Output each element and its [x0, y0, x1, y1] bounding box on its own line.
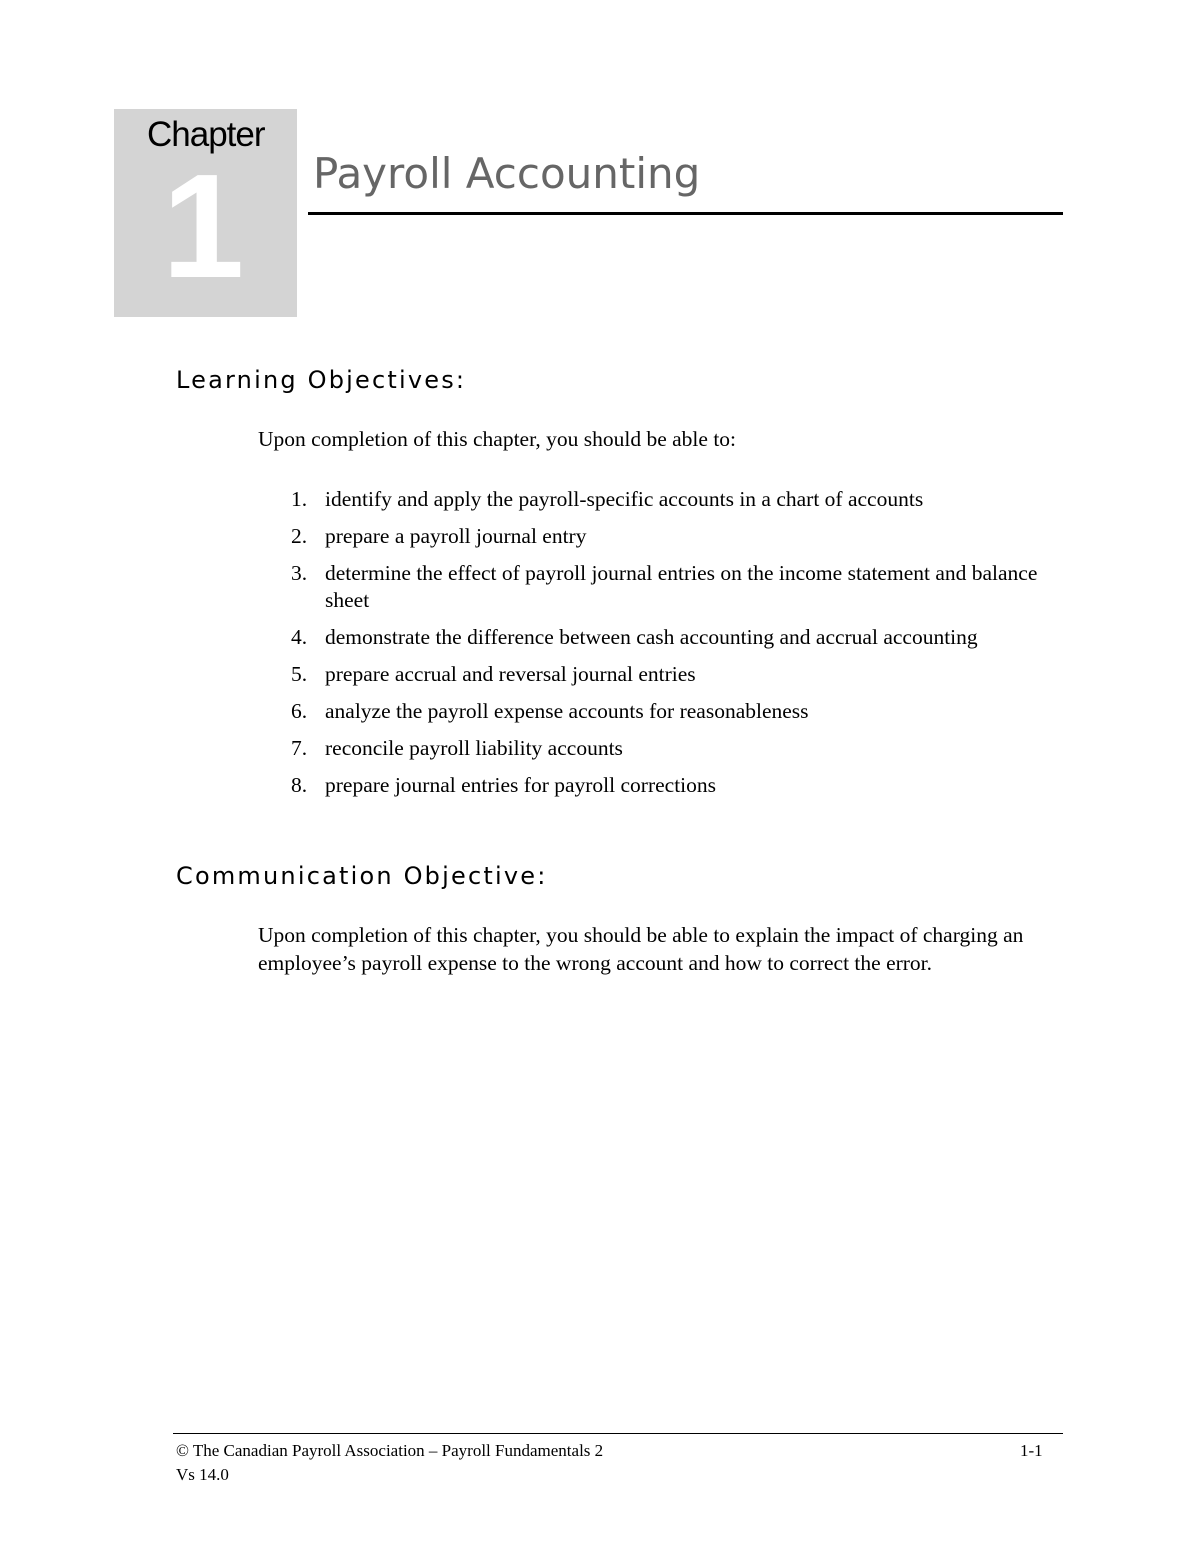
learning-intro: Upon completion of this chapter, you should be able to:: [258, 427, 737, 451]
communication-objective-text: Upon completion of this chapter, you should be able to explain the impact of charging an employee’s payroll expense to the wrong account and how to correct the error.: [258, 923, 1024, 975]
list-item: [258, 486, 1058, 513]
list-item: [258, 661, 1058, 688]
list-item: [258, 772, 1058, 799]
list-item: [258, 560, 1058, 614]
list-item: [258, 523, 1058, 550]
list-item: [258, 624, 1058, 651]
chapter-label: Chapter: [147, 115, 265, 154]
chapter-badge: [114, 109, 297, 317]
footer-copyright: © The Canadian Payroll Association – Payroll Fundamentals 2: [176, 1441, 604, 1460]
list-item-text: identify and apply the payroll-specific accounts in a chart of accounts: [325, 487, 924, 511]
list-item-number: 7.: [291, 736, 308, 760]
communication-objective-heading: Communication Objective:: [176, 862, 548, 890]
list-item-number: 4.: [291, 625, 308, 649]
learning-objectives-list: [258, 486, 1058, 809]
list-item-number: 5.: [291, 662, 308, 686]
list-item-text: determine the effect of payroll journal entries on the income statement and balance sheet: [325, 561, 1038, 612]
page-number: 1-1: [1020, 1441, 1043, 1460]
list-item-text: reconcile payroll liability accounts: [325, 736, 623, 760]
list-item-number: 2.: [291, 524, 308, 548]
list-item-text: prepare journal entries for payroll corrections: [325, 773, 717, 797]
chapter-number: 1: [162, 144, 245, 309]
learning-objectives-heading: Learning Objectives:: [176, 366, 467, 394]
page-title: Payroll Accounting: [313, 149, 701, 198]
footer: [176, 1439, 603, 1487]
list-item-number: 1.: [291, 487, 308, 511]
list-item-text: analyze the payroll expense accounts for reasonableness: [325, 699, 809, 723]
list-item-number: 3.: [291, 561, 308, 585]
footer-divider: [173, 1433, 1063, 1434]
list-item: [258, 735, 1058, 762]
title-divider: [308, 212, 1063, 215]
list-item-text: prepare accrual and reversal journal entries: [325, 662, 696, 686]
list-item: [258, 698, 1058, 725]
list-item-number: 8.: [291, 773, 308, 797]
list-item-text: demonstrate the difference between cash accounting and accrual accounting: [325, 625, 978, 649]
footer-version: Vs 14.0: [176, 1465, 229, 1484]
list-item-text: prepare a payroll journal entry: [325, 524, 587, 548]
list-item-number: 6.: [291, 699, 308, 723]
